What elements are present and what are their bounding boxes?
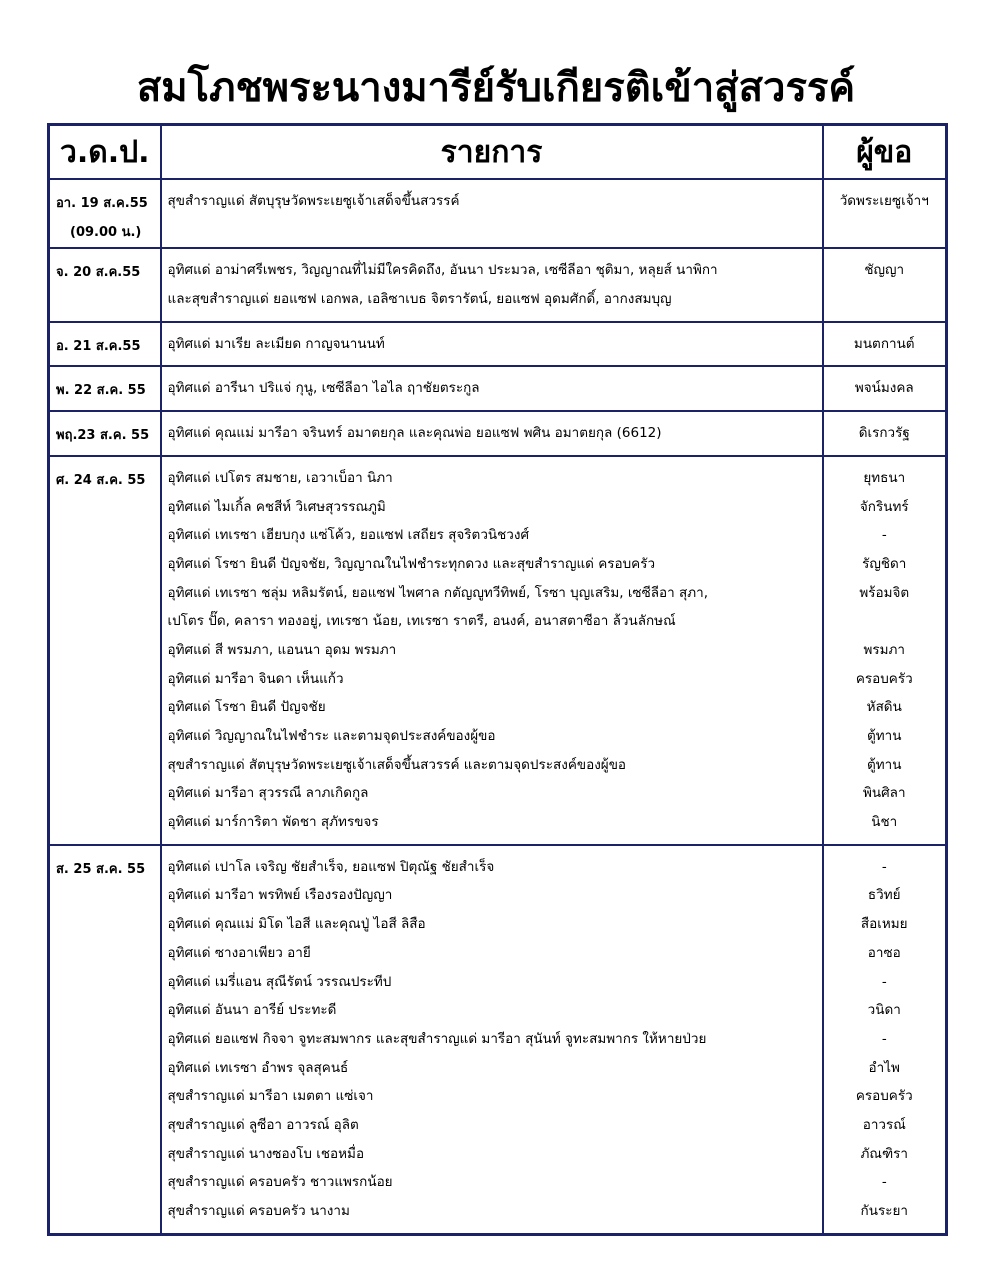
requester-name: พินศิลา: [862, 785, 906, 802]
row-date: [49, 456, 161, 845]
requester-name: หัสดิน: [866, 699, 902, 716]
table-row: [49, 322, 947, 367]
requester-name: วนิดา: [867, 1002, 901, 1019]
requester-name: ยุทธนา: [863, 469, 906, 486]
table-row: [49, 845, 947, 1234]
intention-line: อุทิศแด่ มารีอา พรทิพย์ เรืองรองปัญญา: [167, 887, 393, 904]
requester-name: รัญชิดา: [862, 555, 907, 572]
row-requesters: [823, 456, 947, 845]
row-items: [161, 248, 823, 321]
mass-intention-table: [47, 123, 948, 1236]
requester-name: -: [881, 1174, 887, 1191]
intention-line: และสุขสำราญแด่ ยอแซฟ เอกพล, เอลิซาเบธ จิตรารัตน์, ยอแซฟ อุดมศักดิ์, อากงสมบุญ: [167, 291, 672, 308]
row-date: [49, 845, 161, 1234]
header-date: ว.ด.ป.: [49, 125, 161, 180]
requester-name: นิชา: [871, 814, 898, 831]
requester-name: พรมภา: [863, 641, 906, 658]
table-row: [49, 411, 947, 456]
intention-line: อุทิศแด่ วิญญาณในไฟชำระ และตามจุดประสงค์ของผู้ขอ: [167, 728, 496, 745]
requester-name: พจน์มงคล: [854, 380, 914, 397]
row-items: [161, 322, 823, 367]
row-items: [161, 411, 823, 456]
requester-name: ดิเรกวรัฐ: [858, 425, 910, 442]
intention-line: อุทิศแด่ คุณแม่ มารีอา จรินทร์ อมาตยกุล และคุณพ่อ ยอแซฟ พศิน อมาตยกุล (6612): [167, 425, 662, 442]
requester-name: กันระยา: [860, 1203, 908, 1220]
requester-name: -: [881, 1030, 887, 1047]
intention-line: อุทิศแด่ โรซา ยินดี ปัญจชัย: [167, 699, 326, 716]
intention-line: อุทิศแด่ มาเรีย ละเมียด กาญจนานนท์: [167, 335, 385, 352]
intention-line: สุขสำราญแด่ สัตบุรุษวัดพระเยซูเจ้าเสด็จขึ้นสวรรค์ และตามจุดประสงค์ของผู้ขอ: [167, 756, 627, 773]
table-row: [49, 366, 947, 411]
row-requesters: [823, 179, 947, 248]
intention-line: สุขสำราญแด่ ครอบครัว นางาม: [167, 1203, 350, 1220]
row-requesters: [823, 845, 947, 1234]
date-text: ส. 25 ส.ค. 55: [56, 861, 146, 877]
date-text: อ. 21 ส.ค.55: [56, 338, 141, 354]
row-items: [161, 179, 823, 248]
header-items: รายการ: [161, 125, 823, 180]
intention-line: อุทิศแด่ คุณแม่ มิโด ไอสี และคุณปู่ ไอสี ลิสือ: [167, 916, 426, 933]
table-row: [49, 456, 947, 845]
requester-name: มนตกานต์: [853, 335, 915, 352]
intention-line: อุทิศแด่ เมรี่แอน สุณีรัตน์ วรรณประทีป: [167, 973, 392, 990]
intention-line: สุขสำราญแด่ นางซองโบ เชอหมื่อ: [167, 1145, 365, 1162]
row-date: [49, 248, 161, 321]
requester-name: ธวิทย์: [867, 887, 901, 904]
intention-line: อุทิศแด่ มาร์การิตา พัดชา สุภัทรขจร: [167, 814, 379, 831]
requester-name: จักรินทร์: [859, 498, 909, 515]
date-text: พ. 22 ส.ค. 55: [56, 383, 146, 399]
requester-name: ชัญญา: [864, 262, 905, 279]
date-text: ศ. 24 ส.ค. 55: [56, 472, 146, 488]
row-requesters: [823, 248, 947, 321]
header-requester: ผู้ขอ: [823, 125, 947, 180]
row-date: [49, 366, 161, 411]
intention-line: อุทิศแด่ อันนา อารีย์ ประทะดี: [167, 1002, 337, 1019]
intention-line: อุทิศแด่ อาม่าศรีเพชร, วิญญาณที่ไม่มีใครคิดถึง, อันนา ประมวล, เซซีลีอา ชุติมา, หลุยส์ นาพิกา: [167, 262, 718, 279]
row-items: [161, 366, 823, 411]
requester-name: อำไพ: [868, 1059, 900, 1076]
requester-name: อาวรณ์: [862, 1116, 906, 1133]
intention-line: อุทิศแด่ โรซา ยินดี ปัญจชัย, วิญญาณในไฟชำระทุกดวง และสุขสำราญแด่ ครอบครัว: [167, 555, 656, 572]
row-date: [49, 179, 161, 248]
requester-name: ตู้ทาน: [867, 728, 902, 745]
requester-name: ภัณฑิรา: [860, 1145, 908, 1162]
intention-line: อุทิศแด่ อารีนา ปริแจ่ กุนู, เซซีลีอา ไอไล ฤาชัยตระกูล: [167, 380, 480, 397]
row-items: [161, 456, 823, 845]
table-header-row: [49, 125, 947, 180]
row-requesters: [823, 366, 947, 411]
date-time: (09.00 น.): [70, 224, 142, 240]
requester-name: วัดพระเยซูเจ้าฯ: [839, 193, 929, 209]
requester-name: -: [881, 973, 887, 990]
intention-line: เปโตร ปั๊ด, คลารา ทองอยู่, เทเรซา น้อย, เทเรซา ราตรี, อนงค์, อนาสตาซีอา ล้วนลักษณ์: [167, 613, 676, 630]
intention-line: อุทิศแด่ มารีอา จินดา เห็นแก้ว: [167, 670, 344, 687]
requester-name: [824, 607, 946, 636]
row-date: [49, 322, 161, 367]
requester-name: -: [881, 527, 887, 544]
requester-name: -: [881, 858, 887, 875]
intention-line: อุทิศแด่ ยอแซฟ กิจจา จูทะสมพากร และสุขสำราญแด่ มารีอา สุนันท์ จูทะสมพากร ให้หายป่วย: [167, 1030, 707, 1047]
requester-name: ครอบครัว: [855, 1088, 913, 1105]
date-text: อา. 19 ส.ค.55: [56, 196, 148, 211]
intention-line: อุทิศแด่ เทเรซา ชลุ่ม หลิมรัตน์, ยอแซฟ ไพศาล กตัญญูทวีทิพย์, โรซา บุญเสริม, เซซีลีอา สุภา,: [167, 584, 709, 601]
requester-name: อาซอ: [867, 944, 901, 961]
intention-line: อุทิศแด่ เปโตร สมชาย, เอวาเบ็อา นิภา: [167, 469, 393, 486]
requester-name: ครอบครัว: [855, 670, 913, 687]
intention-line: สุขสำราญแด่ ลูซีอา อาวรณ์ อุลิต: [167, 1116, 359, 1133]
row-items: [161, 845, 823, 1234]
date-text: พฤ.23 ส.ค. 55: [56, 428, 150, 444]
intention-line: อุทิศแด่ ซางอาเพียว อายี: [167, 944, 311, 961]
row-requesters: [823, 411, 947, 456]
intention-line: สุขสำราญแด่ มารีอา เมตตา แซ่เจา: [167, 1088, 374, 1105]
intention-line: อุทิศแด่ เทเรซา อำพร จุลสุคนธ์: [167, 1059, 349, 1076]
requester-name: พร้อมจิต: [859, 584, 910, 601]
requester-name: [824, 285, 946, 314]
intention-line: อุทิศแด่ เทเรซา เฮียบกุง แซ่โค้ว, ยอแซฟ เสถียร สุจริตวนิชวงศ์: [167, 527, 530, 544]
requester-name: สือเหมย: [860, 916, 908, 933]
intention-line: อุทิศแด่ ไมเกิ้ล คชสีห์ วิเศษสุวรรณภูมิ: [167, 498, 386, 515]
table-row: [49, 179, 947, 248]
row-date: [49, 411, 161, 456]
requester-name: ตู้ทาน: [867, 756, 902, 773]
intention-line: สุขสำราญแด่ สัตบุรุษวัดพระเยซูเจ้าเสด็จขึ้นสวรรค์: [167, 193, 460, 209]
page-title: สมโภชพระนางมารีย์รับเกียรติเข้าสู่สวรรค์: [136, 64, 856, 111]
date-text: จ. 20 ส.ค.55: [56, 265, 141, 281]
intention-line: สุขสำราญแด่ ครอบครัว ชาวแพรกน้อย: [167, 1174, 393, 1191]
intention-line: อุทิศแด่ มารีอา สุวรรณี ลาภเกิดกูล: [167, 785, 369, 802]
intention-line: อุทิศแด่ เปาโล เจริญ ชัยสำเร็จ, ยอแซฟ ปิตุณัฐ ชัยสำเร็จ: [167, 858, 495, 875]
row-requesters: [823, 322, 947, 367]
table-row: [49, 248, 947, 321]
intention-line: อุทิศแด่ สี พรมภา, แอนนา อุดม พรมภา: [167, 641, 397, 658]
